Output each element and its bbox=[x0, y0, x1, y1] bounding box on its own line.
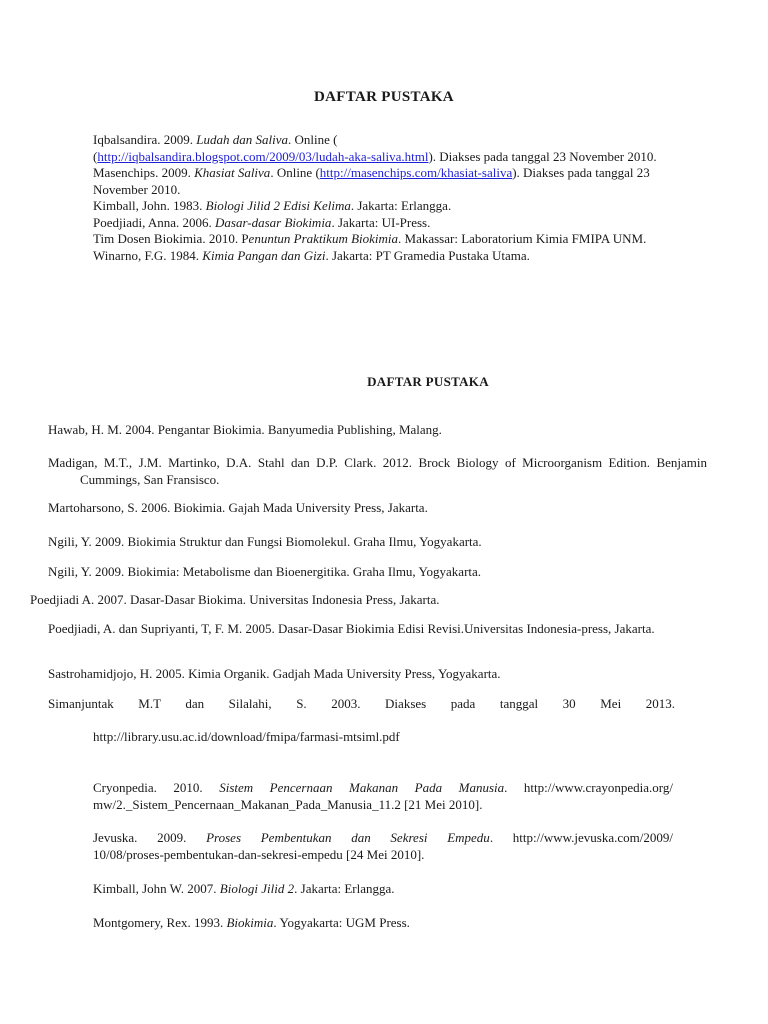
reference-entry: Poedjiadi, Anna. 2006. Dasar-dasar Biokimia. Jakarta: UI-Press. bbox=[93, 214, 431, 230]
reference-title: Sistem Pencernaan Makanan Pada Manusia bbox=[219, 780, 505, 795]
reference-title: Khasiat Saliva bbox=[194, 165, 271, 180]
reference-entry: Masenchips. 2009. Khasiat Saliva. Online (http://masenchips.com/khasiat-saliva). Diakses pada tanggal 23 November 2010. bbox=[93, 165, 650, 197]
reference-entry: Hawab, H. M. 2004. Pengantar Biokimia. Banyumedia Publishing, Malang. bbox=[48, 422, 442, 437]
reference-entry: Poedjiadi A. 2007. Dasar-Dasar Biokima. Universitas Indonesia Press, Jakarta. bbox=[30, 592, 440, 607]
reference-title: Biologi Jilid 2 bbox=[219, 881, 295, 896]
reference-entry: Iqbalsandira. 2009. Ludah dan Saliva. Online ( (http://iqbalsandira.blogspot.com/2009/03/ludah-aka-saliva.html). Diakses pada tanggal 23 November 2010. bbox=[93, 132, 657, 164]
reference-entry: Kimball, John W. 2007. Biologi Jilid 2. Jakarta: Erlangga. bbox=[93, 881, 395, 896]
reference-title: Ludah dan Saliva bbox=[196, 132, 288, 147]
reference-title: Dasar-dasar Biokimia bbox=[215, 214, 332, 230]
reference-title: Kimia Pangan dan Gizi bbox=[202, 247, 326, 263]
reference-entry: Madigan, M.T., J.M. Martinko, D.A. Stahl dan D.P. Clark. 2012. Brock Biology of Microorganism Edition. Benjamin Cummings, San Fransisco. bbox=[48, 455, 707, 487]
reference-entry: Martoharsono, S. 2006. Biokimia. Gajah Mada University Press, Jakarta. bbox=[48, 500, 428, 515]
reference-entry: Tim Dosen Biokimia. 2010. Penuntun Praktikum Biokimia. Makassar: Laboratorium Kimia FMIPA UNM. bbox=[93, 231, 647, 246]
reference-entry: Cryonpedia. 2010. Sistem Pencernaan Makanan Pada Manusia. http://www.crayonpedia.org/ mw/2._Sistem_Pencernaan_Makanan_Pada_Manusia_11.2 [21 Mei 2010]. bbox=[93, 780, 674, 812]
section-title: DAFTAR PUSTAKA bbox=[367, 374, 489, 389]
reference-entry: Winarno, F.G. 1984. Kimia Pangan dan Gizi. Jakarta: PT Gramedia Pustaka Utama. bbox=[93, 247, 530, 263]
reference-link[interactable]: http://iqbalsandira.blogspot.com/2009/03/ludah-aka-saliva.html bbox=[97, 148, 429, 164]
reference-entry: Simanjuntak M.T dan Silalahi, S. 2003. Diakses pada tanggal 30 Mei 2013. bbox=[48, 696, 675, 711]
reference-title: enuntun Praktikum Biokimia bbox=[248, 231, 399, 246]
reference-entry: Sastrohamidjojo, H. 2005. Kimia Organik. Gadjah Mada University Press, Yogyakarta. bbox=[48, 666, 501, 681]
reference-entry: Kimball, John. 1983. Biologi Jilid 2 Edisi Kelima. Jakarta: Erlangga. bbox=[93, 198, 452, 213]
page-title: DAFTAR PUSTAKA bbox=[314, 89, 454, 105]
reference-entry: Montgomery, Rex. 1993. Biokimia. Yogyakarta: UGM Press. bbox=[93, 915, 410, 930]
reference-title: Biologi Jilid 2 Edisi Kelima bbox=[205, 198, 351, 213]
reference-entry: Ngili, Y. 2009. Biokimia Struktur dan Fungsi Biomolekul. Graha Ilmu, Yogyakarta. bbox=[48, 534, 482, 549]
reference-entry: Jevuska. 2009. Proses Pembentukan dan Sekresi Empedu. http://www.jevuska.com/2009/ 10/08/proses-pembentukan-dan-sekresi-empedu [24 Mei 2010]. bbox=[93, 830, 673, 862]
reference-entry: Poedjiadi, A. dan Supriyanti, T, F. M. 2005. Dasar-Dasar Biokimia Edisi Revisi.Universitas Indonesia-press, Jakarta. bbox=[48, 621, 655, 636]
reference-entry: Ngili, Y. 2009. Biokimia: Metabolisme dan Bioenergitika. Graha Ilmu, Yogyakarta. bbox=[48, 564, 482, 579]
reference-list-1 bbox=[93, 132, 673, 264]
reference-link[interactable]: http://masenchips.com/khasiat-saliva bbox=[319, 165, 513, 180]
reference-url: http://library.usu.ac.id/download/fmipa/farmasi-mtsiml.pdf bbox=[93, 729, 400, 744]
reference-title: Proses Pembentukan dan Sekresi Empedu bbox=[206, 830, 490, 845]
reference-title: Biokimia bbox=[226, 915, 274, 930]
